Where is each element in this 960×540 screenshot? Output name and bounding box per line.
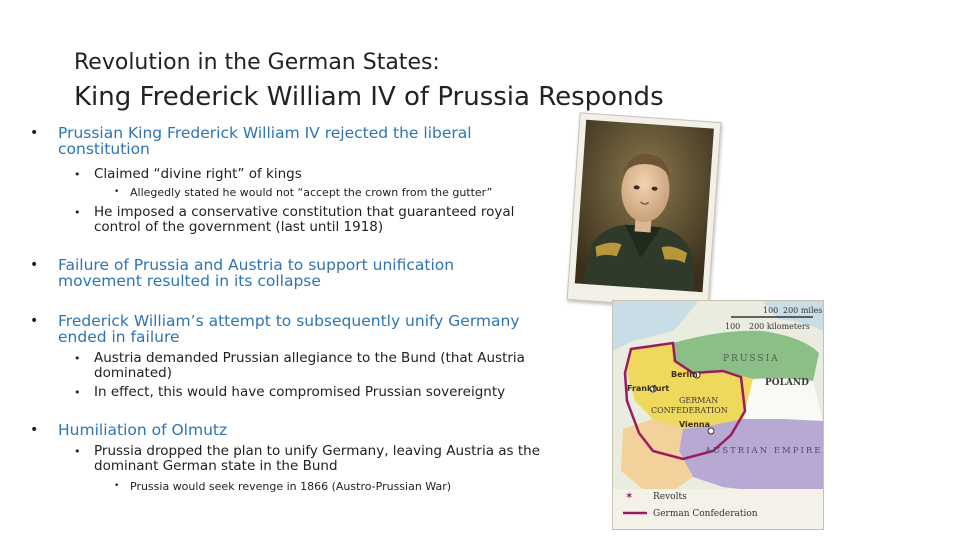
bullet-marker: • — [74, 386, 81, 399]
bullet-1-1 — [30, 167, 580, 182]
title-line-2: King Frederick William IV of Prussia Responds — [74, 82, 664, 112]
bullet-1-1-text: Claimed “divine right” of kings — [94, 166, 302, 182]
portrait-image — [568, 113, 721, 308]
bullet-4-text: Humiliation of Olmutz — [58, 421, 228, 439]
scale-miles-tick: 100 — [763, 306, 779, 315]
bullet-4 — [30, 422, 580, 438]
bullet-1-2 — [30, 205, 580, 235]
bullet-4-1-1-text: Prussia would seek revenge in 1866 (Austro-Prussian War) — [130, 480, 452, 493]
bullet-marker: • — [114, 187, 120, 197]
bullet-3 — [30, 313, 580, 345]
bullet-1-2-line-a: He imposed a conservative constitution that guaranteed royal — [94, 204, 515, 220]
bullet-3-1-line-a: Austria demanded Prussian allegiance to the Bund (that Austria — [94, 350, 525, 366]
scale-km-unit: 200 kilometers — [749, 322, 810, 331]
confederation-label: CONFEDERATION — [651, 406, 728, 415]
bullet-1-1-1-text: Allegedly stated he would not “accept the crown from the gutter” — [130, 186, 493, 199]
portrait-photo — [567, 112, 722, 309]
legend-revolts: Revolts — [653, 492, 687, 502]
prussia-label: PRUSSIA — [723, 354, 780, 364]
title-line-1: Revolution in the German States: — [74, 50, 440, 75]
bullet-1-line-a: Prussian King Frederick William IV rejected the liberal — [58, 124, 472, 142]
bullet-4-1-line-b: dominant German state in the Bund — [94, 458, 338, 474]
bullet-3-line-a: Frederick William’s attempt to subsequently unify Germany — [58, 312, 520, 330]
german-label: GERMAN — [679, 396, 719, 405]
bullet-4-1-line-a: Prussia dropped the plan to unify Germany, leaving Austria as the — [94, 443, 541, 459]
frankfurt-label: Frankfurt — [627, 384, 670, 393]
vienna-label: Vienna — [679, 420, 711, 429]
bullet-1-line-b: constitution — [58, 140, 150, 158]
slide-title — [74, 48, 894, 114]
scale-km-tick: 100 — [725, 322, 741, 331]
bullet-marker: • — [30, 257, 39, 273]
bullet-2-line-a: Failure of Prussia and Austria to support unification — [58, 256, 455, 274]
legend-confederation: German Confederation — [653, 509, 758, 519]
bullet-1-2-line-b: control of the government (last until 1918) — [94, 219, 384, 235]
bullet-marker: • — [30, 125, 39, 141]
europe-1848-map — [612, 300, 824, 530]
bullet-marker: • — [74, 352, 81, 365]
bullet-marker: • — [30, 313, 39, 329]
berlin-label: Berlin — [671, 370, 698, 379]
bullet-1-1-1 — [30, 186, 580, 199]
bullet-3-2-text: In effect, this would have compromised Prussian sovereignty — [94, 384, 506, 400]
bullet-3-2 — [30, 385, 580, 400]
bullet-3-1 — [30, 351, 580, 381]
bullet-2-line-b: movement resulted in its collapse — [58, 272, 321, 290]
bullet-marker: • — [74, 206, 81, 219]
revolt-star-icon: ✶ — [625, 491, 634, 502]
scale-miles-unit: 200 miles — [783, 306, 823, 315]
bullet-3-line-b: ended in failure — [58, 328, 180, 346]
bullet-2 — [30, 257, 580, 289]
poland-label: POLAND — [765, 378, 809, 388]
bullet-3-1-line-b: dominated) — [94, 365, 172, 381]
bullet-marker: • — [74, 168, 81, 181]
austrian-empire-label: AUSTRIAN EMPIRE — [705, 446, 823, 456]
bullet-marker: • — [30, 422, 39, 438]
map-graphic — [613, 301, 823, 529]
bullet-1 — [30, 125, 580, 157]
bullet-marker: • — [114, 481, 120, 491]
bullet-list — [30, 125, 580, 493]
bullet-4-1-1 — [30, 480, 580, 493]
bullet-4-1 — [30, 444, 580, 474]
bullet-marker: • — [74, 445, 81, 458]
